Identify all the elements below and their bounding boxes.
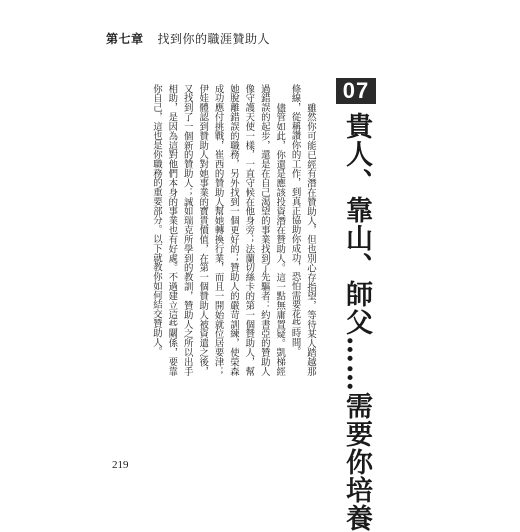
running-header	[106, 30, 270, 47]
paragraph-1: 雖然你可能已經有潛在贊助人，但也別心存指望，等待某人踏越那條線，從稱讚你的工作，到真正協助你成功，恐怕需要花些時間。	[289, 84, 316, 376]
chapter-label: 第七章	[106, 32, 144, 46]
page-number: 219	[112, 459, 129, 471]
body-text	[150, 84, 318, 376]
paragraph-2: 儘管如此，你還是應該投資潛在贊助人。這一點無庸置疑。凱梯經過錯誤的起步，還是在自己渴望的事業找到了先驅者：約書亞的贊助人像守護天使一樣，一直守候在他身旁；法蘭切絲卡的第一個贊助人，幫她脫離錯誤的職務，另外找到一個更好的；贊助人的嚴苛訓練，使榮森成功應付挑戰，崔西的贊助人幫她轉換行業，而且一開始就位居要津；伊娃體認到贊助人對她事業的寶貴價值，在第一個贊助人被資遣之後，又找到了一個新的贊助人；誠如瑞克所學到的教訓，贊助人之所以出手相助，是因為這對他們本身的事業也有好處。不過建立這些關係，要靠你自己，這也是你職務的重要部分。以下就教你如何結交贊助人。	[150, 84, 286, 376]
section-title: 貴人、靠山、師父……需要你培養	[341, 112, 372, 532]
chapter-subtitle: 找到你的職涯贊助人	[157, 32, 271, 46]
section-number-badge: 07	[336, 78, 376, 104]
